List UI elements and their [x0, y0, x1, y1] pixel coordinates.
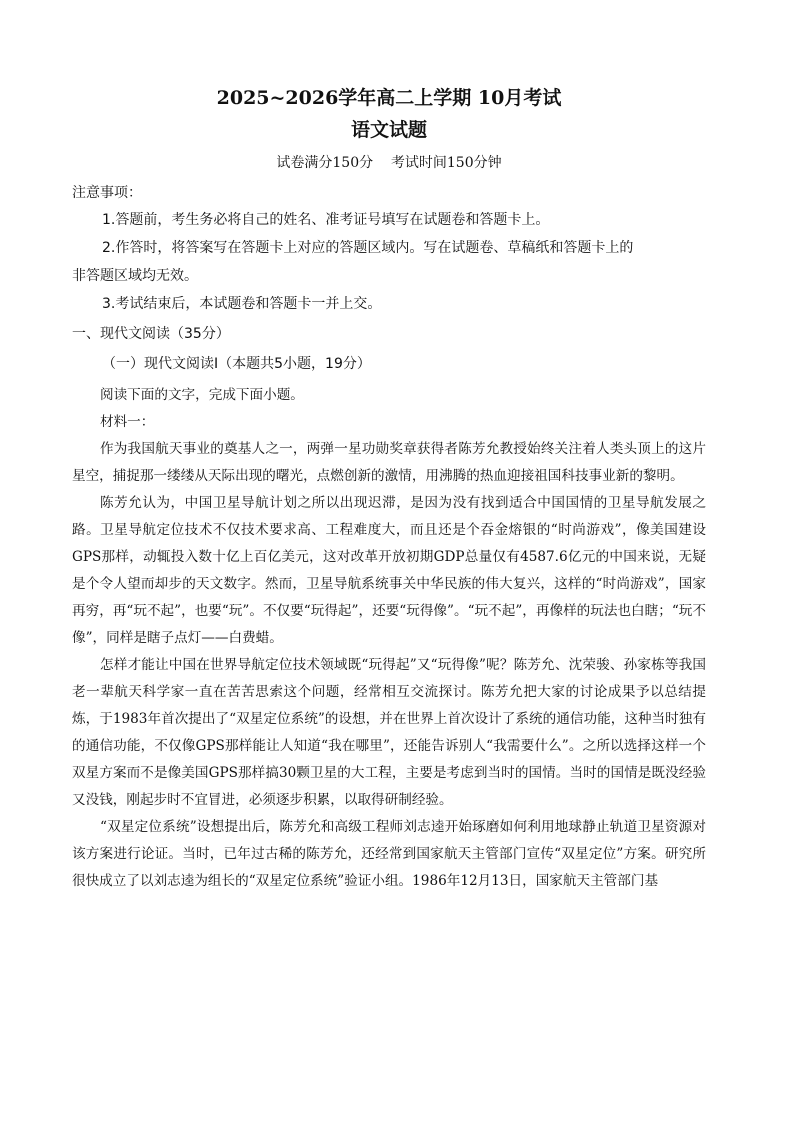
section-heading: 一、现代文阅读（35分）	[72, 326, 230, 342]
exam-subject: 语文试题	[350, 119, 427, 141]
exam-meta: 试卷满分150分 考试时间150分钟	[276, 155, 502, 171]
notice-item-3: 3.考试结束后，本试题卷和答题卡一并上交。	[102, 296, 382, 312]
paragraph-1: 作为我国航天事业的奠基人之一，两弹一星功勋奖章获得者陈芳允教授始终关注着人类头顶上的这片星空，捕捉那一缕缕从天际出现的曙光，点燃创新的激情，用沸腾的热血迎接祖国科技事业新的黎明。	[72, 441, 706, 484]
notice-item-1: 1.答题前，考生务必将自己的姓名、准考证号填写在试题卷和答题卡上。	[102, 212, 550, 228]
paragraph-4: “双星定位系统”设想提出后，陈芳允和高级工程师刘志逵开始琢磨如何利用地球静止轨道卫星资源对该方案进行论证。当时，已年过古稀的陈芳允，还经常到国家航天主管部门宣传“双星定位”方案。研究所很快成立了以刘志逵为组长的“双星定位系统”验证小组。1986年12月13日，国家航天主管部门基	[72, 819, 706, 889]
material-label: 材料一：	[100, 414, 155, 430]
paragraph-3: 怎样才能让中国在世界导航定位技术领域既“玩得起”又“玩得像”呢？陈芳允、沈荣骏、孙家栋等我国老一辈航天科学家一直在苦苦思索这个问题，经常相互交流探讨。陈芳允把大家的讨论成果予以总结提炼，于1983年首次提出了“双星定位系统”的设想，并在世界上首次设计了系统的通信功能，这种当时独有的通信功能，不仅像GPS那样能让人知道“我在哪里”，还能告诉别人“我需要什么”。之所以选择这样一个双星方案而不是像美国GPS那样搞30颗卫星的大工程，主要是考虑到当时的国情。当时的国情是既没经验又没钱，刚起步时不宜冒进，必须逐步积累，以取得研制经验。	[72, 657, 706, 808]
notice-item-2: 2.作答时，将答案写在答题卡上对应的答题区域内。写在试题卷、草稿纸和答题卡上的	[102, 240, 634, 256]
exam-title: 2025~2026学年高二上学期 10月考试	[216, 87, 562, 109]
subsection-heading: （一）现代文阅读Ⅰ（本题共5小题，19分）	[102, 356, 371, 372]
notice-item-2-continued: 非答题区域均无效。	[72, 268, 198, 284]
paragraph-2: 陈芳允认为，中国卫星导航计划之所以出现迟滞，是因为没有找到适合中国国情的卫星导航发展之路。卫星导航定位技术不仅技术要求高、工程难度大，而且还是个吞金熔银的“时尚游戏”，像美国建设GPS那样，动辄投入数十亿上百亿美元，这对改革开放初期GDP总量仅有4587.6亿元的中国来说，无疑是个令人望而却步的天文数字。然而，卫星导航系统事关中华民族的伟大复兴，这样的“时尚游戏”，国家再穷，再“玩不起”，也要“玩”。不仅要“玩得起”，还要“玩得像”。“玩不起”，再像样的玩法也白瞎；“玩不像”，同样是瞎子点灯——白费蜡。	[72, 495, 706, 646]
reading-instruction: 阅读下面的文字，完成下面小题。	[100, 387, 304, 403]
notice-title: 注意事项：	[72, 185, 142, 201]
